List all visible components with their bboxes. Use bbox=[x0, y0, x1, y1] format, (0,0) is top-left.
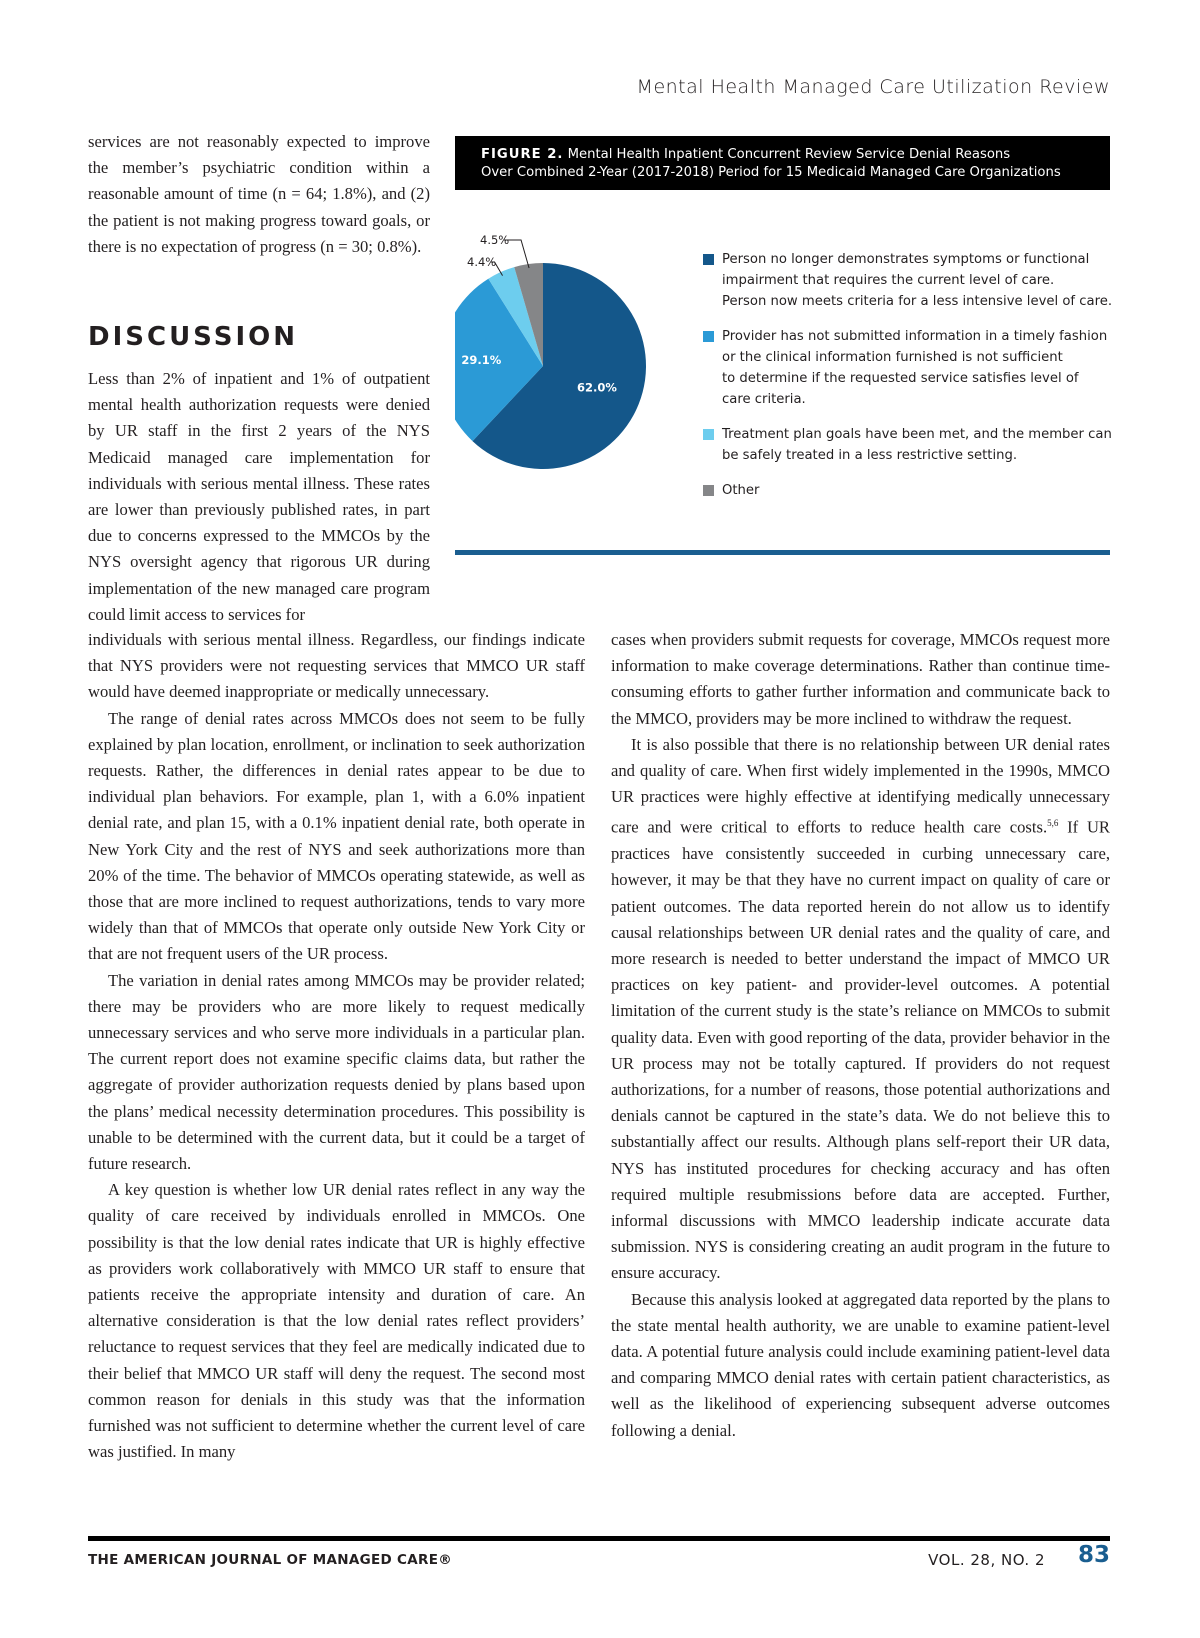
figure-label: FIGURE 2. bbox=[481, 147, 564, 162]
left-paragraph-4: A key question is whether low UR denial rates reflect in any way the quality of care received by individuals enrolled in MMCOs. One possibility is that the low denial rates indicate that UR is highly effective as providers work collaboratively with MMCO UR staff to ensure that patients receive the appropriate intensity and duration of care. An alternative consideration is that the low denial rates reflect providers’ reluctance to request services that they feel are medically indicated due to their belief that MMCO UR staff will deny the request. The second most common reason for denials in this study was that the information furnished was not sufficient to determine whether the current level of care was justified. In many bbox=[88, 1180, 585, 1462]
legend-label-line: care criteria. bbox=[722, 392, 806, 407]
footer-rule bbox=[88, 1536, 1110, 1541]
legend-label-line: Provider has not submitted information in a timely fashion bbox=[722, 329, 1108, 344]
pie-data-label: 4.5% bbox=[480, 233, 510, 247]
running-head: Mental Health Managed Care Utilization Review bbox=[636, 76, 1110, 98]
legend-item bbox=[703, 326, 1113, 410]
legend-swatch bbox=[703, 331, 714, 342]
discussion-heading: DISCUSSION bbox=[88, 322, 298, 352]
footer-volume: VOL. 28, NO. 2 bbox=[928, 1551, 1045, 1569]
figure-caption-line1: Mental Health Inpatient Concurrent Review Service Denial Reasons bbox=[567, 147, 1011, 162]
legend-swatch bbox=[703, 254, 714, 265]
citation-superscript: 5,6 bbox=[1047, 818, 1059, 829]
right-paragraph-2a: It is also possible that there is no relationship between UR denial rates and quality of care. When first widely implemented in the 1990s, MMCO UR practices were highly effective at identifying medically unnecessary care and were critical to efforts to reduce health care costs. bbox=[611, 734, 1110, 837]
right-paragraph-2 bbox=[611, 732, 1110, 1287]
top-column bbox=[88, 129, 430, 260]
legend-swatch bbox=[703, 429, 714, 440]
right-column bbox=[611, 627, 1110, 1444]
legend-swatch bbox=[703, 485, 714, 496]
legend-label-line: Treatment plan goals have been met, and the member can bbox=[722, 427, 1112, 442]
right-paragraph-1: cases when providers submit requests for coverage, MMCOs request more information to make coverage determinations. Rather than continue time-consuming efforts to gather further information and communicate back to the MMCO, providers may be more inclined to withdraw the request. bbox=[611, 630, 1110, 728]
legend-item bbox=[703, 424, 1113, 466]
left-paragraph-3: The variation in denial rates among MMCOs may be provider related; there may be providers who are more likely to request medically unnecessary services and who serve more individuals in a particular plan. The current report does not examine specific claims data, but rather the aggregate of provider authorization requests denied by plans based upon the plans’ medical necessity determination procedures. This possibility is unable to be determined with the current data, but it could be a target of future research. bbox=[88, 970, 585, 1174]
footer-journal: THE AMERICAN JOURNAL OF MANAGED CARE® bbox=[88, 1552, 453, 1568]
pie-data-label: 62.0% bbox=[576, 380, 617, 395]
legend-label-line: Person now meets criteria for a less intensive level of care. bbox=[722, 294, 1113, 309]
right-paragraph-2b: If UR practices have consistently succeeded in curbing unnecessary care, however, it may be that they have no current impact on quality of care or patient outcomes. The data reported herein do not allow us to identify causal relationships between UR denial rates and the quality of care, and more research is needed to better understand the impact of MMCO UR practices on key patient- and provider-level outcomes. A potential limitation of the current study is the state’s reliance on MMCOs to submit quality data. Even with good reporting of the data, provider behavior in the UR process may not be totally captured. If providers do not request authorizations, for a number of reasons, those potential authorizations and denials cannot be captured in the state’s data. We do not believe this to substantially affect our results. Although plans self-report their UR data, NYS has instituted procedures for checking accuracy and has often required multiple resubmissions before data are accepted. Further, informal discussions with MMCO leadership indicate accurate data submission. NYS is considering creating an audit program in the future to ensure accuracy. bbox=[611, 817, 1110, 1283]
legend-label-line: to determine if the requested service satisfies level of bbox=[722, 371, 1079, 386]
pie-chart bbox=[455, 191, 695, 541]
legend-label-line: or the clinical information furnished is not sufficient bbox=[722, 350, 1063, 365]
discussion-intro-paragraph: Less than 2% of inpatient and 1% of outpatient mental health authorization requests were denied by UR staff in the first 2 years of the NYS Medicaid managed care implementation for individuals with serious mental illness. These rates are lower than previously published rates, in part due to concerns expressed to the MMCOs by the NYS oversight agency that rigorous UR during implementation of the new managed care program could limit access to services for bbox=[88, 369, 430, 624]
left-paragraph-2: The range of denial rates across MMCOs does not seem to be fully explained by plan location, enrollment, or inclination to seek authorization requests. Rather, the differences in denial rates appear to be due to individual plan behaviors. For example, plan 1, with a 6.0% inpatient denial rate, and plan 15, with a 0.1% inpatient denial rate, both operate in New York City and the rest of NYS and seek authorizations more than 20% of the time. The behavior of MMCOs operating statewide, as well as those that are more inclined to request authorizations, tends to vary more widely than that of MMCOs that operate only outside New York City or that are not frequent users of the UR process. bbox=[88, 708, 585, 964]
page-number: 83 bbox=[1077, 1542, 1110, 1568]
figure-bottom-rule bbox=[455, 550, 1110, 555]
figure-caption-line2: Over Combined 2-Year (2017-2018) Period for 15 Medicaid Managed Care Organizations bbox=[481, 165, 1061, 180]
discussion-intro-column bbox=[88, 366, 430, 628]
pie-data-label: 29.1% bbox=[461, 352, 502, 367]
figure-caption bbox=[455, 136, 1110, 190]
legend-label-line: Other bbox=[722, 483, 760, 498]
legend-label-line: Person no longer demonstrates symptoms or functional bbox=[722, 252, 1090, 267]
figure-2 bbox=[455, 136, 1113, 556]
legend-item bbox=[703, 249, 1113, 312]
pie-data-label: 4.4% bbox=[467, 255, 497, 269]
right-paragraph-3: Because this analysis looked at aggregated data reported by the plans to the state mental health authority, we are unable to examine patient-level data. A potential future analysis could include examining patient-level data and comparing MMCO denial rates with certain patient characteristics, as well as the likelihood of experiencing subsequent adverse outcomes following a denial. bbox=[611, 1289, 1110, 1440]
legend-item bbox=[703, 480, 1113, 501]
left-paragraph-1: individuals with serious mental illness. Regardless, our findings indicate that NYS providers were not requesting services that MMCO UR staff would have deemed inappropriate or medically unnecessary. bbox=[88, 630, 585, 702]
legend-label-line: impairment that requires the current level of care. bbox=[722, 273, 1055, 288]
top-paragraph: services are not reasonably expected to improve the member’s psychiatric condition within a reasonable amount of time (n = 64; 1.8%), and (2) the patient is not making progress toward goals, or there is no expectation of progress (n = 30; 0.8%). bbox=[88, 132, 430, 256]
left-column bbox=[88, 627, 585, 1466]
chart-legend bbox=[703, 249, 1113, 515]
legend-label-line: be safely treated in a less restrictive setting. bbox=[722, 448, 1018, 463]
